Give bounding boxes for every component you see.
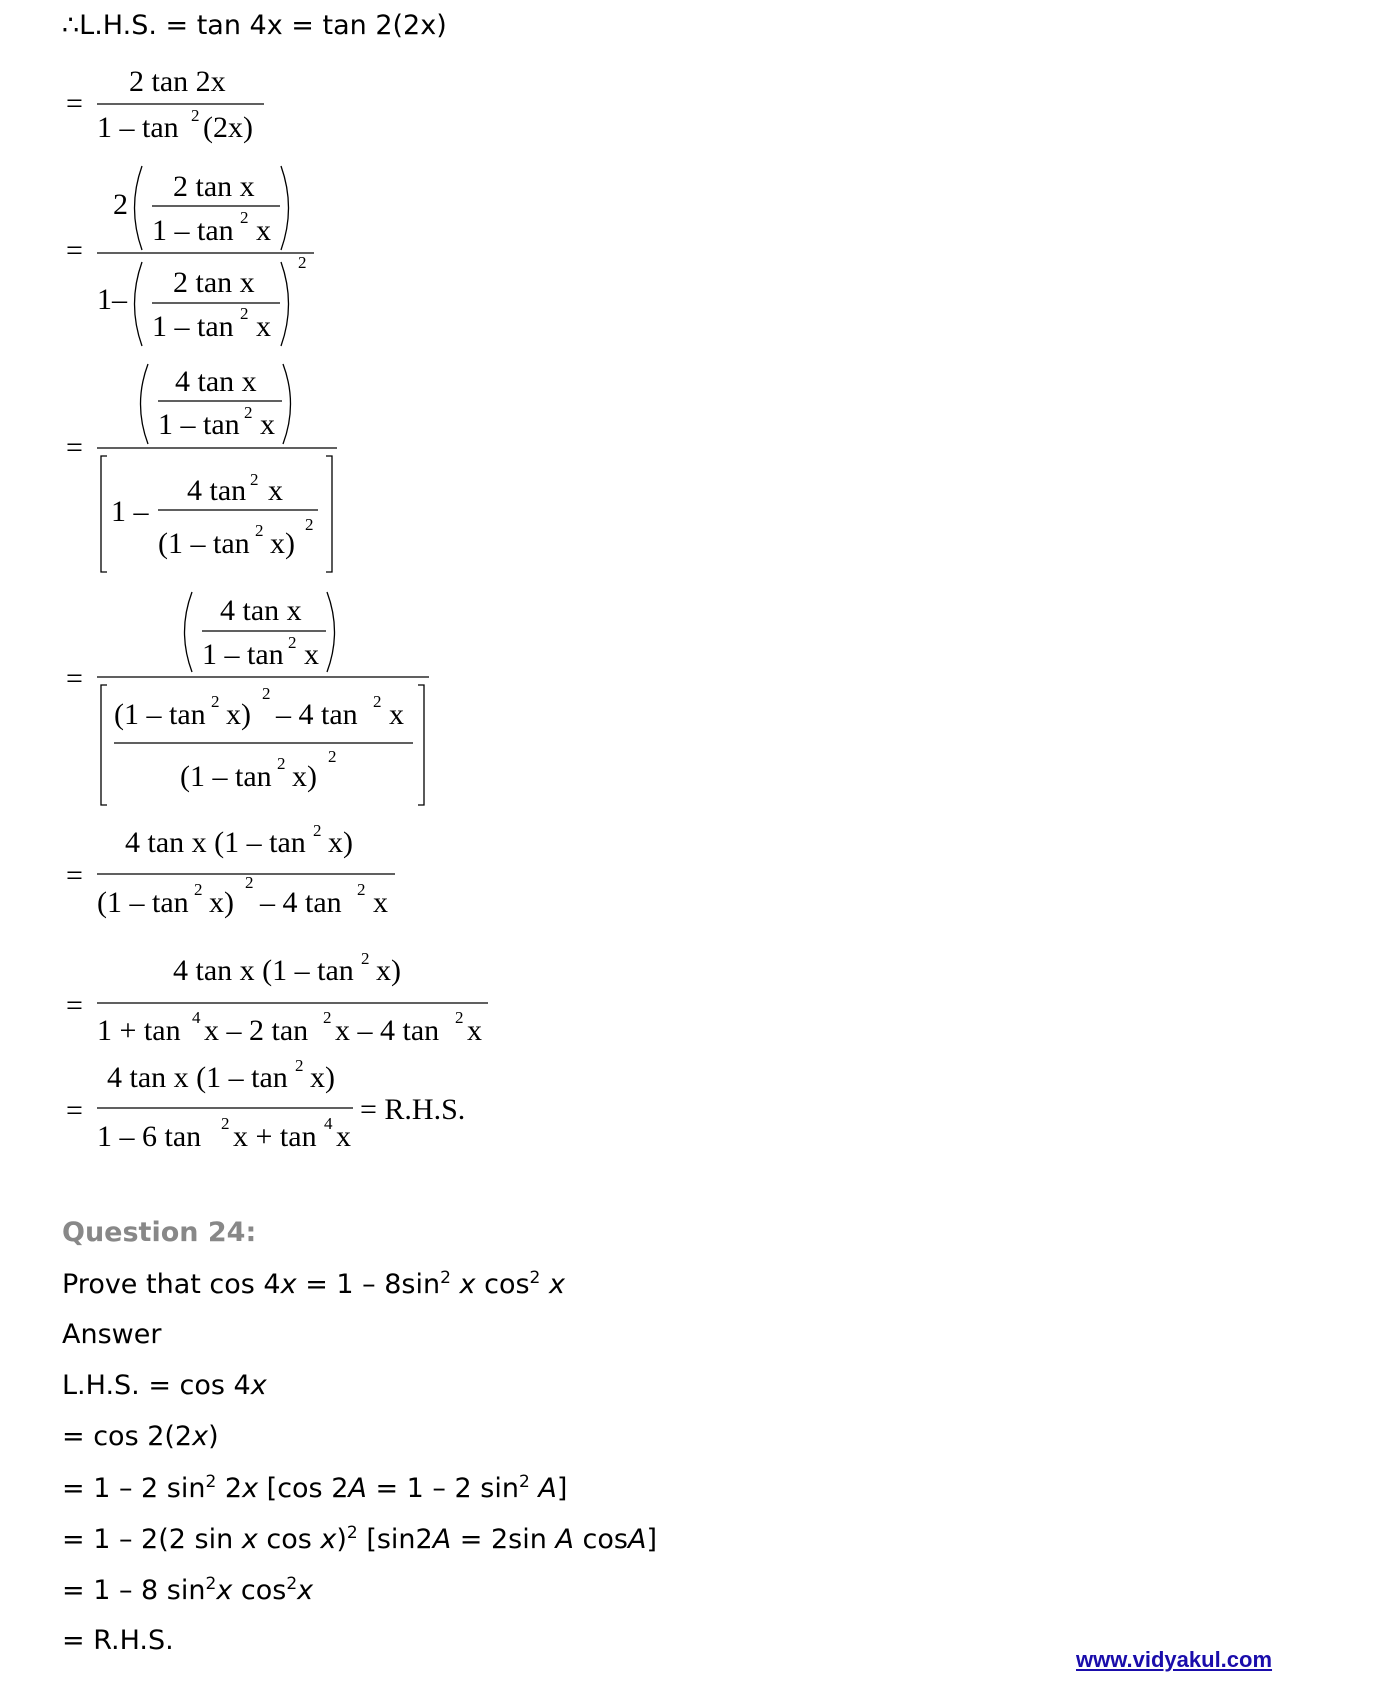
svg-text:(2x): (2x) (203, 111, 253, 144)
svg-text:2: 2 (313, 821, 322, 840)
rhs-label: = R.H.S. (360, 1093, 466, 1126)
answer-line-3: = 1 – 2 $\sin^2 2x$ [cos 2A = 1 – 2 $\sin^2 A$] (62, 1472, 568, 1504)
equals-sign: = (66, 859, 83, 892)
svg-text:x: x (304, 638, 319, 671)
svg-text:x): x) (376, 954, 401, 987)
svg-text:1 – tan: 1 – tan (152, 214, 234, 247)
svg-text:4 tan x (1 – tan: 4 tan x (1 – tan (173, 954, 354, 987)
svg-text:x): x) (310, 1061, 335, 1094)
svg-text:2: 2 (194, 880, 203, 899)
svg-text:4 tan x: 4 tan x (220, 594, 302, 627)
svg-text:2: 2 (455, 1008, 464, 1027)
svg-text:1 – tan: 1 – tan (202, 638, 284, 671)
svg-text:2: 2 (221, 1114, 230, 1133)
svg-text:1 – tan: 1 – tan (152, 310, 234, 343)
svg-text:1 + tan: 1 + tan (97, 1014, 181, 1047)
svg-text:x: x (256, 214, 271, 247)
svg-text:x: x (467, 1014, 482, 1047)
svg-text:4 tan x (1 – tan: 4 tan x (1 – tan (125, 826, 306, 859)
answer-line-4: = 1 – 2(2 sin x cos x)$^2$ [sin2A = 2sin A cosA] (62, 1523, 657, 1555)
step1-numerator: 2 tan 2x (129, 65, 226, 98)
svg-text:x): x) (292, 760, 317, 793)
svg-text:2: 2 (244, 403, 253, 422)
answer-label: Answer (62, 1319, 162, 1350)
svg-text:– 4 tan: – 4 tan (276, 698, 358, 731)
equals-sign: = (66, 662, 83, 695)
equals-sign: = (66, 431, 83, 464)
answer-line-2: = cos 2(2x) (62, 1421, 219, 1452)
svg-text:x: x (256, 310, 271, 343)
svg-text:1 – tan: 1 – tan (158, 408, 240, 441)
footer-link[interactable]: www.vidyakul.com (1076, 1647, 1273, 1672)
equals-sign: = (66, 989, 83, 1022)
svg-text:2: 2 (191, 106, 200, 125)
svg-text:2: 2 (262, 684, 271, 703)
equals-sign: = (66, 234, 83, 267)
svg-text:1 – 6 tan: 1 – 6 tan (97, 1120, 202, 1153)
svg-text:x): x) (270, 527, 295, 560)
question-title: Question 24: (62, 1217, 257, 1248)
svg-text:2: 2 (211, 692, 220, 711)
svg-text:(1 – tan: (1 – tan (180, 760, 272, 793)
svg-text:4 tan x (1 – tan: 4 tan x (1 – tan (107, 1061, 288, 1094)
svg-text:4: 4 (324, 1114, 333, 1133)
svg-text:2: 2 (357, 880, 366, 899)
svg-text:2: 2 (373, 692, 382, 711)
svg-text:2 tan x: 2 tan x (173, 266, 255, 299)
equals-sign: = (66, 1094, 83, 1127)
svg-text:x: x (336, 1120, 351, 1153)
svg-text:2: 2 (277, 754, 286, 773)
svg-text:2 tan x: 2 tan x (173, 170, 255, 203)
svg-text:(1 – tan: (1 – tan (114, 698, 206, 731)
svg-text:1–: 1– (97, 283, 127, 316)
svg-text:2: 2 (250, 470, 259, 489)
svg-text:2: 2 (328, 747, 337, 766)
svg-text:x): x) (328, 826, 353, 859)
svg-text:2: 2 (298, 253, 307, 272)
svg-text:x: x (268, 474, 283, 507)
svg-text:2: 2 (361, 949, 370, 968)
svg-text:2: 2 (240, 208, 249, 227)
svg-text:x: x (260, 408, 275, 441)
answer-line-6: = R.H.S. (62, 1625, 174, 1656)
question-prompt: Prove that $\cos 4x = 1 - 8\sin^2$ x $\cos^2 x$ (62, 1268, 565, 1300)
answer-line-1: L.H.S. = cos 4x (62, 1370, 267, 1401)
svg-text:2: 2 (305, 515, 314, 534)
svg-text:2: 2 (245, 873, 254, 892)
svg-text:1 –: 1 – (111, 495, 149, 528)
equals-sign: = (66, 87, 83, 120)
svg-text:2: 2 (323, 1008, 332, 1027)
answer-line-5: = 1 – 8 $\sin^2x$ $\cos^2x$ (62, 1574, 314, 1606)
svg-text:x): x) (209, 886, 234, 919)
step1-denominator: 1 – tan (97, 111, 179, 144)
svg-text:x + tan: x + tan (233, 1120, 317, 1153)
svg-text:2: 2 (113, 188, 128, 221)
svg-text:2: 2 (255, 521, 264, 540)
svg-text:x: x (373, 886, 388, 919)
svg-text:2: 2 (240, 304, 249, 323)
svg-text:x – 4 tan: x – 4 tan (335, 1014, 440, 1047)
svg-text:(1 – tan: (1 – tan (158, 527, 250, 560)
svg-text:(1 – tan: (1 – tan (97, 886, 189, 919)
svg-text:2: 2 (288, 633, 297, 652)
svg-text:x – 2 tan: x – 2 tan (204, 1014, 309, 1047)
svg-text:2: 2 (295, 1056, 304, 1075)
top-line: ∴L.H.S. = tan 4x = tan 2(2x) (62, 10, 447, 41)
svg-text:4 tan x: 4 tan x (175, 365, 257, 398)
svg-text:x: x (389, 698, 404, 731)
svg-text:– 4 tan: – 4 tan (260, 886, 342, 919)
svg-text:4 tan: 4 tan (187, 474, 247, 507)
svg-text:x): x) (226, 698, 251, 731)
svg-text:4: 4 (192, 1008, 201, 1027)
